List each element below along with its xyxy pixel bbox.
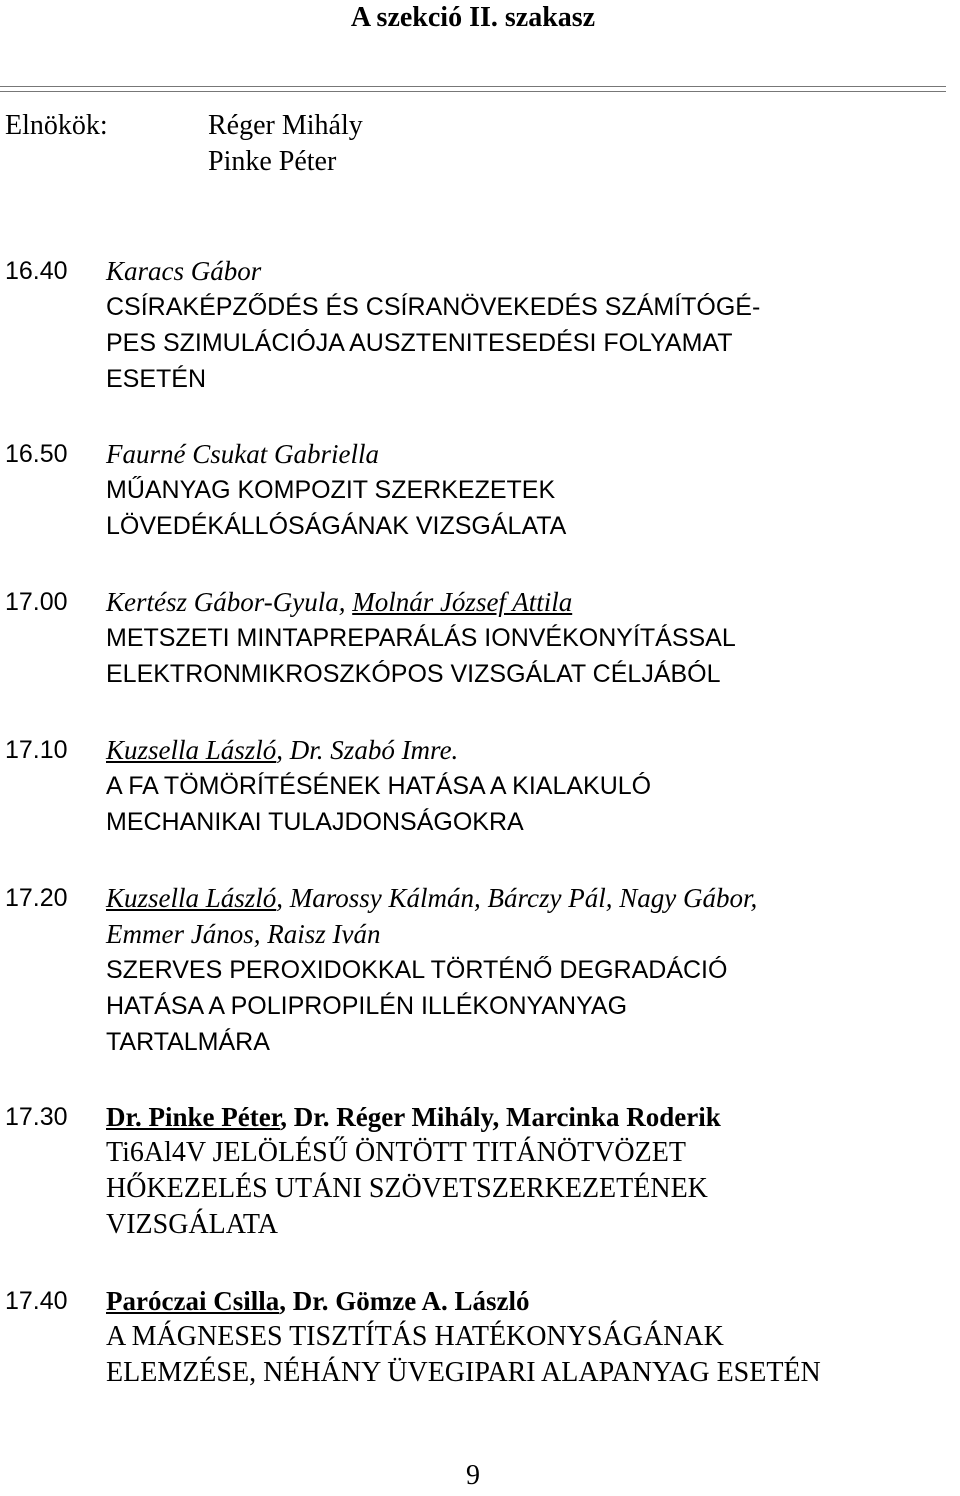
session-title bbox=[106, 1135, 946, 1243]
title-line: MECHANIKAI TULAJDONSÁGOKRA bbox=[106, 808, 524, 836]
page-title: A szekció II. szakasz bbox=[350, 2, 596, 33]
session-title bbox=[106, 620, 946, 692]
title-line: Ti6Al4V JELÖLÉSŰ ÖNTÖTT TITÁNÖTVÖZET bbox=[106, 1137, 686, 1168]
session-authors bbox=[106, 880, 946, 916]
session-time: 16.40 bbox=[5, 257, 68, 285]
session-authors bbox=[106, 584, 946, 620]
header-divider bbox=[0, 86, 946, 92]
author: Karacs Gábor bbox=[106, 256, 262, 286]
title-line: PES SZIMULÁCIÓJA AUSZTENITESEDÉSI FOLYAMAT bbox=[106, 329, 733, 357]
title-line: A MÁGNESES TISZTÍTÁS HATÉKONYSÁGÁNAK bbox=[106, 1321, 724, 1352]
session-title bbox=[106, 952, 946, 1060]
session-title bbox=[106, 472, 946, 544]
chair-name: Pinke Péter bbox=[208, 146, 337, 177]
session-title bbox=[106, 1319, 946, 1391]
session-authors bbox=[106, 1099, 946, 1135]
session-time: 17.00 bbox=[5, 588, 68, 616]
session-authors-continued: Emmer János, Raisz Iván bbox=[106, 919, 381, 949]
title-line: ELEMZÉSE, NÉHÁNY ÜVEGIPARI ALAPANYAG ESETÉN bbox=[106, 1357, 821, 1388]
title-line: A FA TÖMÖRÍTÉSÉNEK HATÁSA A KIALAKULÓ bbox=[106, 772, 652, 800]
title-line: SZERVES PEROXIDOKKAL TÖRTÉNŐ DEGRADÁCIÓ bbox=[106, 956, 728, 984]
author: , Dr. Réger Mihály, Marcinka Roderik bbox=[280, 1102, 721, 1132]
session-authors bbox=[106, 253, 946, 289]
author-presenter: Kuzsella László bbox=[106, 883, 277, 913]
title-line: ELEKTRONMIKROSZKÓPOS VIZSGÁLAT CÉLJÁBÓL bbox=[106, 660, 721, 688]
author-presenter: Dr. Pinke Péter bbox=[106, 1102, 281, 1132]
session-authors bbox=[106, 436, 946, 472]
author: , Dr. Gömze A. László bbox=[279, 1286, 530, 1316]
author-presenter: Paróczai Csilla bbox=[106, 1286, 280, 1316]
chair-name: Réger Mihály bbox=[208, 110, 363, 141]
title-line: VIZSGÁLATA bbox=[106, 1209, 278, 1240]
author-presenter: Kuzsella László bbox=[106, 735, 277, 765]
title-line: ESETÉN bbox=[106, 365, 207, 393]
author: , Marossy Kálmán, Bárczy Pál, Nagy Gábor, bbox=[276, 883, 758, 913]
author: Faurné Csukat Gabriella bbox=[106, 439, 379, 469]
author-presenter: Molnár József Attila bbox=[352, 587, 573, 617]
session-time: 16.50 bbox=[5, 440, 68, 468]
session-authors bbox=[106, 732, 946, 768]
session-title bbox=[106, 289, 946, 397]
chairs-label: Elnökök: bbox=[5, 110, 108, 141]
chairs-names bbox=[208, 108, 363, 180]
author: , Dr. Szabó Imre. bbox=[276, 735, 459, 765]
session-time: 17.40 bbox=[5, 1287, 68, 1315]
page-number: 9 bbox=[466, 1460, 480, 1491]
session-title bbox=[106, 768, 946, 840]
session-time: 17.10 bbox=[5, 736, 68, 764]
title-line: LÖVEDÉKÁLLÓSÁGÁNAK VIZSGÁLATA bbox=[106, 512, 567, 540]
title-line: HŐKEZELÉS UTÁNI SZÖVETSZERKEZETÉNEK bbox=[106, 1173, 708, 1204]
title-line: CSÍRAKÉPZŐDÉS ÉS CSÍRANÖVEKEDÉS SZÁMÍTÓGÉ- bbox=[106, 293, 761, 321]
title-line: MŰANYAG KOMPOZIT SZERKEZETEK bbox=[106, 476, 556, 504]
author: Kertész Gábor-Gyula, bbox=[106, 587, 353, 617]
title-line: HATÁSA A POLIPROPILÉN ILLÉKONYANYAG bbox=[106, 992, 628, 1020]
session-authors bbox=[106, 1283, 946, 1319]
title-line: TARTALMÁRA bbox=[106, 1028, 270, 1056]
session-time: 17.20 bbox=[5, 884, 68, 912]
title-line: METSZETI MINTAPREPARÁLÁS IONVÉKONYÍTÁSSAL bbox=[106, 624, 736, 652]
session-time: 17.30 bbox=[5, 1103, 68, 1131]
